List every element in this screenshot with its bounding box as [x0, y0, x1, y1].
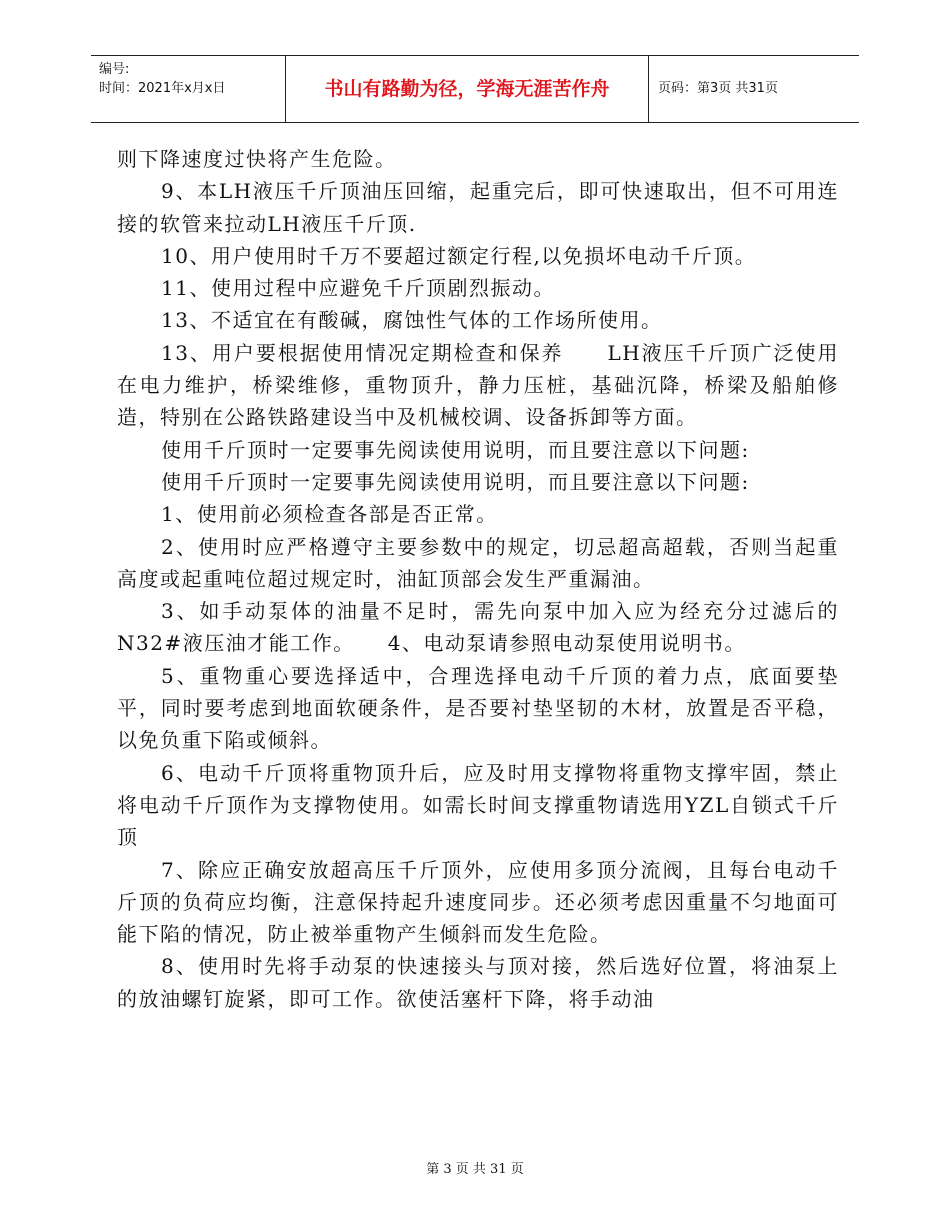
body-paragraph: 使用千斤顶时一定要事先阅读使用说明，而且要注意以下问题: [161, 437, 750, 462]
body-paragraph: 则下降速度过快将产生危险。 [117, 147, 397, 171]
body-paragraph: 1、使用前必须检查各部是否正常。 [161, 502, 498, 527]
header-divider [648, 56, 649, 122]
body-paragraph: 10、用户使用时千万不要超过额定行程,以免损坏电动千斤顶。 [161, 243, 757, 268]
body-paragraph: 7、除应正确安放超高压千斤顶外，应使用多顶分流阀，且每台电动千斤顶的负荷应均衡，注意保持起升速度同步。还必须考虑因重量不匀地面可能下陷的情况，防止被举重物产生倾斜而发生危险。 [117, 857, 839, 947]
body-paragraph: 使用千斤顶时一定要事先阅读使用说明，而且要注意以下问题: [161, 469, 750, 494]
body-paragraph: 9、本LH液压千斤顶油压回缩，起重完后，即可快速取出，但不可用连接的软管来拉动LH液压千斤顶. [117, 179, 839, 236]
body-paragraph: 2、使用时应严格遵守主要参数中的规定，切忌超高超载，否则当起重高度或起重吨位超过规定时，油缸顶部会发生严重漏油。 [117, 534, 839, 591]
header-page-info: 页码：第3页 共31页 [658, 81, 778, 96]
document-body [117, 143, 839, 1015]
page-footer: 第 3 页 共 31 页 [426, 1162, 524, 1177]
body-paragraph: 5、重物重心要选择适中，合理选择电动千斤顶的着力点，底面要垫平，同时要考虑到地面软硬条件，是否要衬垫坚韧的木材，放置是否平稳，以免负重下陷或倾斜。 [117, 663, 839, 753]
body-paragraph: 8、使用时先将手动泵的快速接头与顶对接，然后选好位置，将油泵上的放油螺钉旋紧，即可工作。欲使活塞杆下降，将手动油 [117, 954, 839, 1011]
page-header [91, 55, 859, 123]
body-paragraph: 11、使用过程中应避免千斤顶剧烈振动。 [161, 276, 555, 301]
header-motto: 书山有路勤为径，学海无涯苦作舟 [324, 78, 610, 100]
body-paragraph: 6、电动千斤顶将重物顶升后，应及时用支撑物将重物支撑牢固，禁止将电动千斤顶作为支撑物使用。如需长时间支撑重物请选用YZL自锁式千斤顶 [117, 760, 839, 850]
document-number-label: 编号: [99, 62, 130, 77]
body-paragraph: 13、用户要根据使用情况定期检查和保养 LH液压千斤顶广泛使用在电力维护，桥梁维修，重物顶升，静力压桩，基础沉降，桥梁及船舶修造，特别在公路铁路建设当中及机械校调、设备拆卸等方面。 [117, 340, 839, 430]
header-meta [99, 60, 225, 98]
body-paragraph: 3、如手动泵体的油量不足时，需先向泵中加入应为经充分过滤后的N32#液压油才能工作。 4、电动泵请参照电动泵使用说明书。 [117, 599, 839, 656]
document-time-label: 时间：2021年x月x日 [99, 81, 226, 96]
body-paragraph: 13、不适宜在有酸碱，腐蚀性气体的工作场所使用。 [161, 308, 663, 333]
